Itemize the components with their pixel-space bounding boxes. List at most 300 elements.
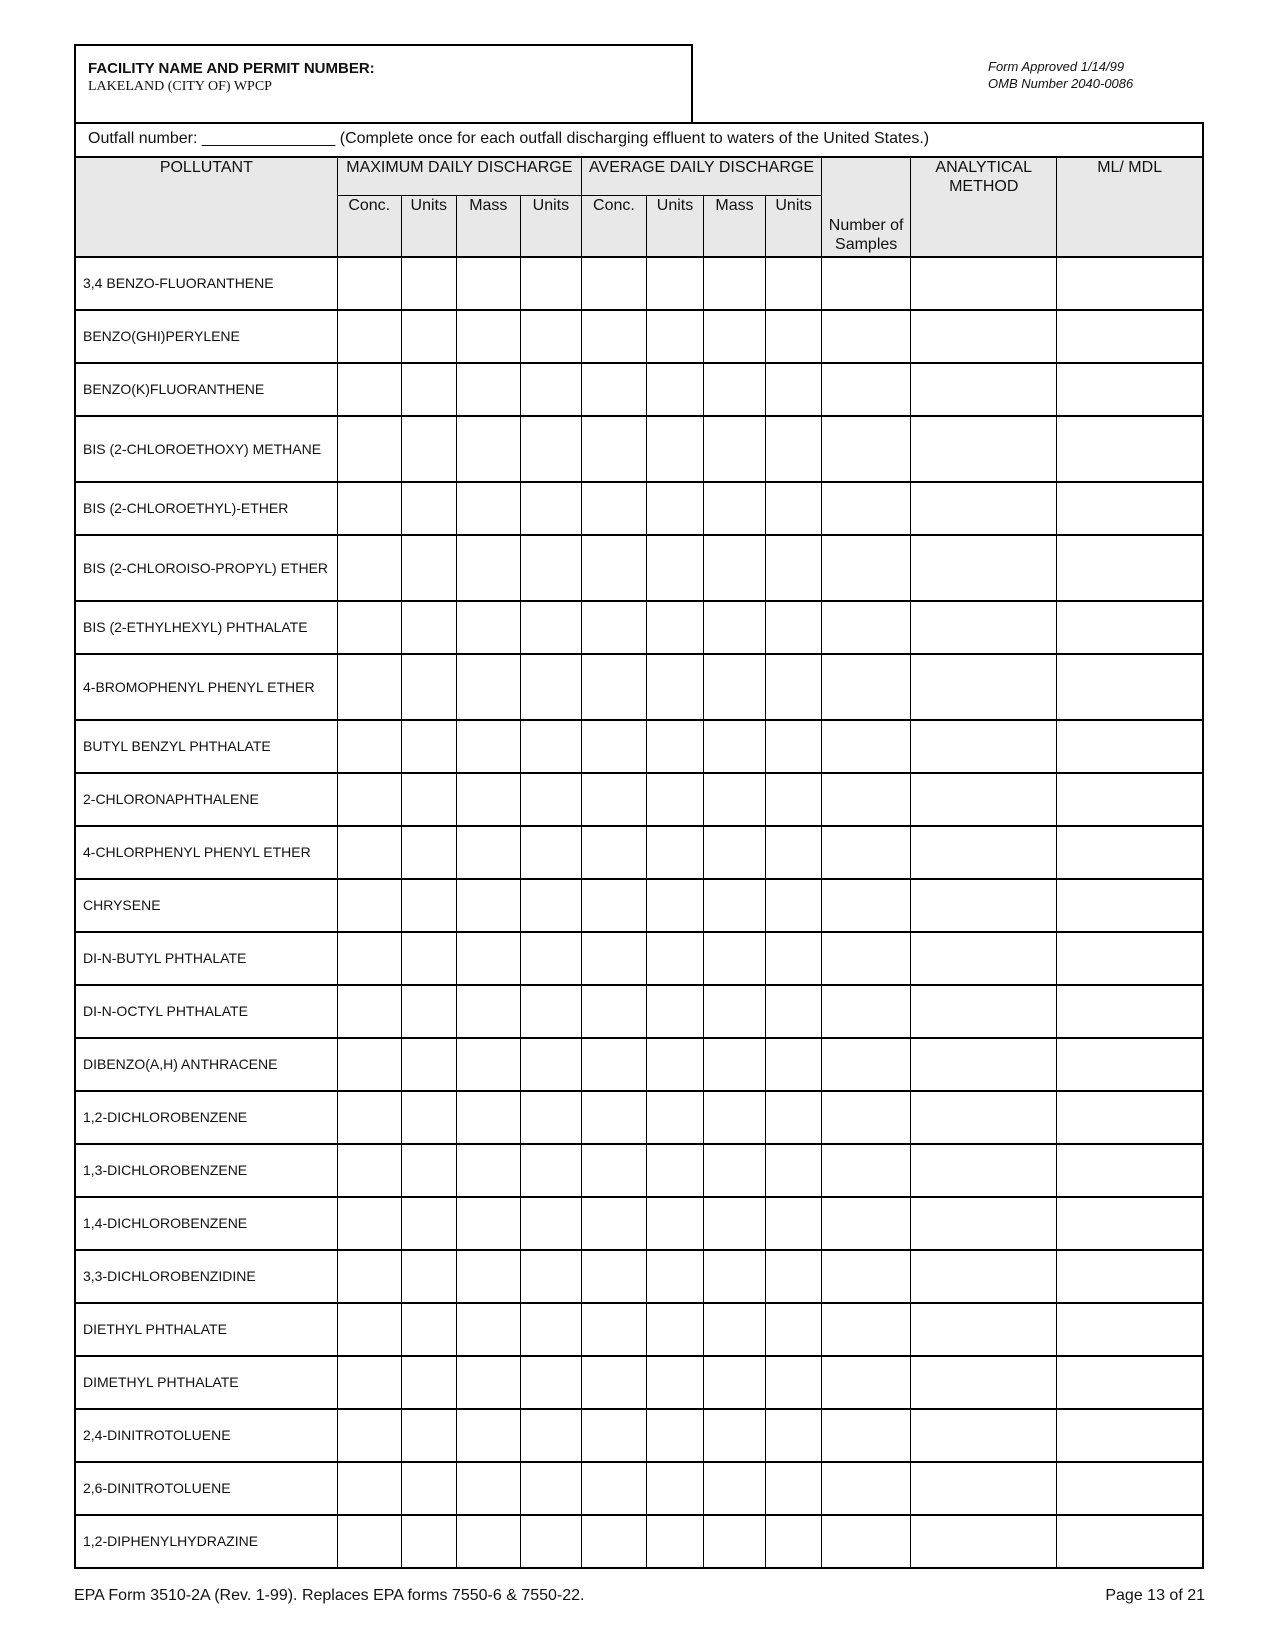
- max-conc-units-cell[interactable]: [401, 257, 456, 310]
- avg-mass-units-cell[interactable]: [766, 1409, 822, 1462]
- avg-mass-units-cell[interactable]: [766, 1250, 822, 1303]
- table-row: [75, 1303, 1203, 1356]
- ml-mdl-cell[interactable]: [1057, 535, 1203, 601]
- analytical-method-cell[interactable]: [911, 1091, 1057, 1144]
- max-conc-cell[interactable]: [337, 932, 401, 985]
- max-conc-cell[interactable]: [337, 310, 401, 363]
- pollutant-table: [74, 156, 1204, 1569]
- analytical-method-cell[interactable]: [911, 1462, 1057, 1515]
- facility-box: [74, 44, 693, 122]
- avg-mass-cell[interactable]: [704, 310, 766, 363]
- max-mass-cell[interactable]: [456, 1409, 520, 1462]
- avg-conc-units-cell[interactable]: [646, 1356, 703, 1409]
- avg-conc-cell[interactable]: [581, 1303, 646, 1356]
- avg-conc-cell[interactable]: [581, 601, 646, 654]
- avg-conc-cell[interactable]: [581, 535, 646, 601]
- max-conc-units-cell[interactable]: [401, 720, 456, 773]
- max-conc-cell[interactable]: [337, 1409, 401, 1462]
- max-mass-cell[interactable]: [456, 1303, 520, 1356]
- table-row: [75, 1356, 1203, 1409]
- pollutant-name: DIBENZO(A,H) ANTHRACENE: [75, 1038, 337, 1091]
- avg-mass-units-cell[interactable]: [766, 1144, 822, 1197]
- max-mass-cell[interactable]: [456, 1038, 520, 1091]
- pollutant-name: 3,4 BENZO-FLUORANTHENE: [75, 257, 337, 310]
- max-mass-units-cell[interactable]: [520, 416, 581, 482]
- max-conc-units-cell[interactable]: [401, 535, 456, 601]
- number-of-samples-cell[interactable]: [822, 1356, 911, 1409]
- max-conc-cell[interactable]: [337, 1462, 401, 1515]
- max-conc-units-cell[interactable]: [401, 310, 456, 363]
- ml-mdl-cell[interactable]: [1057, 654, 1203, 720]
- max-mass-cell[interactable]: [456, 416, 520, 482]
- avg-conc-units-cell[interactable]: [646, 535, 703, 601]
- max-mass-cell[interactable]: [456, 985, 520, 1038]
- max-mass-cell[interactable]: [456, 720, 520, 773]
- avg-mass-cell[interactable]: [704, 720, 766, 773]
- max-conc-units-cell[interactable]: [401, 1038, 456, 1091]
- number-of-samples-cell[interactable]: [822, 773, 911, 826]
- max-mass-units-cell[interactable]: [520, 1144, 581, 1197]
- avg-conc-cell[interactable]: [581, 363, 646, 416]
- max-mass-units-cell[interactable]: [520, 482, 581, 535]
- avg-mass-cell[interactable]: [704, 1356, 766, 1409]
- avg-conc-cell[interactable]: [581, 1250, 646, 1303]
- avg-conc-units-cell[interactable]: [646, 482, 703, 535]
- max-mass-units-cell[interactable]: [520, 363, 581, 416]
- avg-mass-units-cell[interactable]: [766, 1038, 822, 1091]
- avg-mass-units-cell[interactable]: [766, 535, 822, 601]
- max-mass-units-cell[interactable]: [520, 1462, 581, 1515]
- analytical-method-cell[interactable]: [911, 1409, 1057, 1462]
- number-of-samples-cell[interactable]: [822, 985, 911, 1038]
- avg-conc-cell[interactable]: [581, 257, 646, 310]
- ml-mdl-cell[interactable]: [1057, 932, 1203, 985]
- max-conc-cell[interactable]: [337, 1091, 401, 1144]
- table-row: [75, 932, 1203, 985]
- avg-mass-units-cell[interactable]: [766, 363, 822, 416]
- avg-conc-cell[interactable]: [581, 1515, 646, 1568]
- max-mass-units-cell[interactable]: [520, 985, 581, 1038]
- avg-mass-units-cell[interactable]: [766, 257, 822, 310]
- max-conc-units-cell[interactable]: [401, 1250, 456, 1303]
- pollutant-name: BIS (2-CHLOROISO-PROPYL) ETHER: [75, 535, 337, 601]
- max-mass-units-cell[interactable]: [520, 257, 581, 310]
- max-mass-cell[interactable]: [456, 879, 520, 932]
- max-conc-units-cell[interactable]: [401, 932, 456, 985]
- avg-conc-units-cell[interactable]: [646, 257, 703, 310]
- max-conc-cell[interactable]: [337, 1144, 401, 1197]
- number-of-samples-cell[interactable]: [822, 879, 911, 932]
- max-conc-cell[interactable]: [337, 773, 401, 826]
- ml-mdl-cell[interactable]: [1057, 879, 1203, 932]
- max-conc-units-cell[interactable]: [401, 1144, 456, 1197]
- max-conc-units-cell[interactable]: [401, 363, 456, 416]
- max-mass-units-cell[interactable]: [520, 1250, 581, 1303]
- ml-mdl-cell[interactable]: [1057, 720, 1203, 773]
- pollutant-name: DI-N-OCTYL PHTHALATE: [75, 985, 337, 1038]
- avg-mass-cell[interactable]: [704, 826, 766, 879]
- max-mass-units-cell[interactable]: [520, 1515, 581, 1568]
- table-row: [75, 1250, 1203, 1303]
- avg-mass-cell[interactable]: [704, 257, 766, 310]
- max-mass-cell[interactable]: [456, 535, 520, 601]
- avg-conc-cell[interactable]: [581, 773, 646, 826]
- max-conc-units-cell[interactable]: [401, 416, 456, 482]
- max-conc-cell[interactable]: [337, 416, 401, 482]
- avg-mass-units-cell[interactable]: [766, 310, 822, 363]
- max-mass-units-cell[interactable]: [520, 1091, 581, 1144]
- avg-conc-units-cell[interactable]: [646, 985, 703, 1038]
- avg-conc-units-cell[interactable]: [646, 1515, 703, 1568]
- max-mass-cell[interactable]: [456, 1462, 520, 1515]
- avg-mass-cell[interactable]: [704, 601, 766, 654]
- max-mass-units-cell[interactable]: [520, 1356, 581, 1409]
- omb-number: OMB Number 2040-0086: [988, 76, 1134, 91]
- number-of-samples-cell[interactable]: [822, 257, 911, 310]
- max-conc-cell[interactable]: [337, 257, 401, 310]
- max-mass-cell[interactable]: [456, 654, 520, 720]
- avg-conc-cell[interactable]: [581, 654, 646, 720]
- avg-conc-units-cell[interactable]: [646, 654, 703, 720]
- analytical-method-cell[interactable]: [911, 1197, 1057, 1250]
- avg-mass-cell[interactable]: [704, 879, 766, 932]
- max-mass-cell[interactable]: [456, 363, 520, 416]
- avg-conc-cell[interactable]: [581, 1462, 646, 1515]
- max-conc-cell[interactable]: [337, 1250, 401, 1303]
- avg-conc-units-cell[interactable]: [646, 932, 703, 985]
- max-mass-cell[interactable]: [456, 1515, 520, 1568]
- pollutant-header: POLLUTANT: [75, 157, 337, 257]
- ml-mdl-cell[interactable]: [1057, 1144, 1203, 1197]
- number-of-samples-cell[interactable]: [822, 654, 911, 720]
- avg-conc-cell[interactable]: [581, 879, 646, 932]
- ml-mdl-cell[interactable]: [1057, 985, 1203, 1038]
- avg-conc-cell[interactable]: [581, 1144, 646, 1197]
- avg-mass-cell[interactable]: [704, 1091, 766, 1144]
- ml-mdl-cell[interactable]: [1057, 1038, 1203, 1091]
- number-of-samples-cell[interactable]: [822, 482, 911, 535]
- avg-conc-cell[interactable]: [581, 826, 646, 879]
- max-mass-units-cell[interactable]: [520, 773, 581, 826]
- avg-conc-units-cell[interactable]: [646, 1303, 703, 1356]
- max-mass-units-cell[interactable]: [520, 654, 581, 720]
- analytical-method-cell[interactable]: [911, 601, 1057, 654]
- max-conc-units-cell[interactable]: [401, 482, 456, 535]
- ml-mdl-cell[interactable]: [1057, 416, 1203, 482]
- avg-conc-cell[interactable]: [581, 482, 646, 535]
- number-of-samples-cell[interactable]: [822, 416, 911, 482]
- max-mass-cell[interactable]: [456, 1197, 520, 1250]
- max-conc-cell[interactable]: [337, 1197, 401, 1250]
- avg-mass-header: Mass: [704, 195, 766, 257]
- avg-conc-cell[interactable]: [581, 416, 646, 482]
- avg-conc-cell[interactable]: [581, 1197, 646, 1250]
- max-mass-cell[interactable]: [456, 773, 520, 826]
- avg-mass-cell[interactable]: [704, 416, 766, 482]
- ml-mdl-cell[interactable]: [1057, 257, 1203, 310]
- avg-mass-cell[interactable]: [704, 1303, 766, 1356]
- max-conc-units-cell[interactable]: [401, 1409, 456, 1462]
- max-conc-cell[interactable]: [337, 1303, 401, 1356]
- avg-conc-units-cell[interactable]: [646, 720, 703, 773]
- max-mass-cell[interactable]: [456, 932, 520, 985]
- number-of-samples-cell[interactable]: [822, 1038, 911, 1091]
- max-conc-units-cell[interactable]: [401, 1356, 456, 1409]
- pollutant-name: DIMETHYL PHTHALATE: [75, 1356, 337, 1409]
- max-conc-cell[interactable]: [337, 879, 401, 932]
- avg-conc-units-cell[interactable]: [646, 1091, 703, 1144]
- pollutant-name: CHRYSENE: [75, 879, 337, 932]
- pollutant-name: 2-CHLORONAPHTHALENE: [75, 773, 337, 826]
- max-conc-cell[interactable]: [337, 654, 401, 720]
- avg-mass-units-cell[interactable]: [766, 654, 822, 720]
- max-mass-units-cell[interactable]: [520, 535, 581, 601]
- max-conc-units-cell[interactable]: [401, 1515, 456, 1568]
- max-mass-cell[interactable]: [456, 826, 520, 879]
- max-conc-units-cell[interactable]: [401, 601, 456, 654]
- max-mass-cell[interactable]: [456, 310, 520, 363]
- ml-mdl-cell[interactable]: [1057, 482, 1203, 535]
- max-mass-cell[interactable]: [456, 1091, 520, 1144]
- max-mass-units-cell[interactable]: [520, 310, 581, 363]
- avg-mass-cell[interactable]: [704, 654, 766, 720]
- avg-mass-units-cell[interactable]: [766, 1515, 822, 1568]
- max-mass-units-header: Units: [520, 195, 581, 257]
- number-of-samples-cell[interactable]: [822, 1144, 911, 1197]
- max-conc-cell[interactable]: [337, 601, 401, 654]
- avg-conc-cell[interactable]: [581, 720, 646, 773]
- avg-mass-units-cell[interactable]: [766, 985, 822, 1038]
- ml-mdl-cell[interactable]: [1057, 1356, 1203, 1409]
- avg-mass-cell[interactable]: [704, 1462, 766, 1515]
- analytical-method-cell[interactable]: [911, 826, 1057, 879]
- analytical-method-cell[interactable]: [911, 932, 1057, 985]
- ml-mdl-cell[interactable]: [1057, 1409, 1203, 1462]
- avg-conc-units-cell[interactable]: [646, 601, 703, 654]
- max-conc-cell[interactable]: [337, 363, 401, 416]
- analytical-method-cell[interactable]: [911, 985, 1057, 1038]
- outfall-number-row: Outfall number: _______________ (Complete once for each outfall discharging effluent to waters of the United States.): [74, 122, 1204, 156]
- table-row: [75, 1515, 1203, 1568]
- max-mass-cell[interactable]: [456, 1356, 520, 1409]
- max-mass-cell[interactable]: [456, 482, 520, 535]
- avg-mass-units-cell[interactable]: [766, 1462, 822, 1515]
- avg-mass-cell[interactable]: [704, 1250, 766, 1303]
- max-mass-units-cell[interactable]: [520, 1303, 581, 1356]
- ml-mdl-cell[interactable]: [1057, 773, 1203, 826]
- form-approval-block: [988, 58, 1133, 92]
- analytical-method-cell[interactable]: [911, 1250, 1057, 1303]
- analytical-method-cell[interactable]: [911, 310, 1057, 363]
- avg-conc-units-cell[interactable]: [646, 1038, 703, 1091]
- max-conc-units-cell[interactable]: [401, 654, 456, 720]
- avg-conc-units-cell[interactable]: [646, 416, 703, 482]
- ml-mdl-cell[interactable]: [1057, 826, 1203, 879]
- avg-mass-cell[interactable]: [704, 482, 766, 535]
- number-of-samples-cell[interactable]: [822, 1462, 911, 1515]
- max-mass-units-cell[interactable]: [520, 1197, 581, 1250]
- ml-mdl-cell[interactable]: [1057, 363, 1203, 416]
- analytical-method-cell[interactable]: [911, 1356, 1057, 1409]
- analytical-method-cell[interactable]: [911, 1303, 1057, 1356]
- analytical-method-cell[interactable]: [911, 654, 1057, 720]
- footer-form-id: EPA Form 3510-2A (Rev. 1-99). Replaces EPA forms 7550-6 & 7550-22.: [74, 1587, 585, 1604]
- analytical-method-cell[interactable]: [911, 879, 1057, 932]
- number-of-samples-cell[interactable]: [822, 1091, 911, 1144]
- max-conc-cell[interactable]: [337, 535, 401, 601]
- number-of-samples-cell[interactable]: [822, 1409, 911, 1462]
- avg-mass-units-cell[interactable]: [766, 773, 822, 826]
- table-row: [75, 257, 1203, 310]
- number-of-samples-cell[interactable]: [822, 535, 911, 601]
- max-mass-cell[interactable]: [456, 601, 520, 654]
- max-conc-units-cell[interactable]: [401, 1462, 456, 1515]
- pollutant-name: BIS (2-ETHYLHEXYL) PHTHALATE: [75, 601, 337, 654]
- number-of-samples-cell[interactable]: [822, 826, 911, 879]
- ml-mdl-cell[interactable]: [1057, 1250, 1203, 1303]
- number-of-samples-cell[interactable]: [822, 601, 911, 654]
- analytical-method-cell[interactable]: [911, 1144, 1057, 1197]
- avg-conc-cell[interactable]: [581, 1091, 646, 1144]
- ml-mdl-cell[interactable]: [1057, 1303, 1203, 1356]
- avg-mass-cell[interactable]: [704, 1144, 766, 1197]
- avg-mass-units-cell[interactable]: [766, 720, 822, 773]
- pollutant-name: DIETHYL PHTHALATE: [75, 1303, 337, 1356]
- analytical-method-cell[interactable]: [911, 482, 1057, 535]
- avg-conc-units-cell[interactable]: [646, 879, 703, 932]
- ml-mdl-cell[interactable]: [1057, 1462, 1203, 1515]
- number-of-samples-cell[interactable]: [822, 363, 911, 416]
- max-mass-units-cell[interactable]: [520, 826, 581, 879]
- avg-mass-units-cell[interactable]: [766, 482, 822, 535]
- max-mass-units-cell[interactable]: [520, 720, 581, 773]
- analytical-method-cell[interactable]: [911, 363, 1057, 416]
- avg-conc-units-cell[interactable]: [646, 310, 703, 363]
- max-mass-units-cell[interactable]: [520, 1409, 581, 1462]
- avg-conc-cell[interactable]: [581, 1356, 646, 1409]
- avg-mass-cell[interactable]: [704, 1409, 766, 1462]
- avg-mass-cell[interactable]: [704, 363, 766, 416]
- ml-mdl-cell[interactable]: [1057, 1515, 1203, 1568]
- avg-mass-units-cell[interactable]: [766, 416, 822, 482]
- ml-mdl-cell[interactable]: [1057, 1091, 1203, 1144]
- avg-conc-cell[interactable]: [581, 1038, 646, 1091]
- avg-mass-units-cell[interactable]: [766, 879, 822, 932]
- analytical-method-cell[interactable]: [911, 773, 1057, 826]
- analytical-method-cell[interactable]: [911, 1038, 1057, 1091]
- avg-mass-units-cell[interactable]: [766, 1197, 822, 1250]
- table-row: [75, 482, 1203, 535]
- analytical-method-cell[interactable]: [911, 1515, 1057, 1568]
- number-of-samples-cell[interactable]: [822, 932, 911, 985]
- max-conc-cell[interactable]: [337, 482, 401, 535]
- max-conc-cell[interactable]: [337, 1356, 401, 1409]
- analytical-method-cell[interactable]: [911, 257, 1057, 310]
- avg-mass-units-cell[interactable]: [766, 601, 822, 654]
- analytical-method-cell[interactable]: [911, 416, 1057, 482]
- avg-mass-units-cell[interactable]: [766, 1091, 822, 1144]
- avg-conc-units-cell[interactable]: [646, 363, 703, 416]
- avg-conc-cell[interactable]: [581, 1409, 646, 1462]
- max-conc-cell[interactable]: [337, 826, 401, 879]
- number-of-samples-cell[interactable]: [822, 310, 911, 363]
- max-mass-units-cell[interactable]: [520, 932, 581, 985]
- avg-conc-cell[interactable]: [581, 985, 646, 1038]
- max-conc-units-cell[interactable]: [401, 985, 456, 1038]
- analytical-method-cell[interactable]: [911, 535, 1057, 601]
- max-conc-units-cell[interactable]: [401, 773, 456, 826]
- avg-conc-units-cell[interactable]: [646, 826, 703, 879]
- number-of-samples-cell[interactable]: [822, 1515, 911, 1568]
- avg-conc-units-cell[interactable]: [646, 1462, 703, 1515]
- number-of-samples-cell[interactable]: [822, 1250, 911, 1303]
- avg-conc-cell[interactable]: [581, 310, 646, 363]
- table-row: [75, 654, 1203, 720]
- avg-mass-units-cell[interactable]: [766, 826, 822, 879]
- number-of-samples-cell[interactable]: [822, 1197, 911, 1250]
- pollutant-name: BENZO(GHI)PERYLENE: [75, 310, 337, 363]
- avg-mass-cell[interactable]: [704, 1515, 766, 1568]
- max-conc-units-cell[interactable]: [401, 879, 456, 932]
- avg-mass-units-header: Units: [766, 195, 822, 257]
- pollutant-name: 4-BROMOPHENYL PHENYL ETHER: [75, 654, 337, 720]
- max-mass-cell[interactable]: [456, 257, 520, 310]
- avg-mass-units-cell[interactable]: [766, 1303, 822, 1356]
- table-row: [75, 1091, 1203, 1144]
- ml-mdl-header: ML/ MDL: [1057, 157, 1203, 257]
- avg-mass-units-cell[interactable]: [766, 932, 822, 985]
- avg-conc-cell[interactable]: [581, 932, 646, 985]
- number-of-samples-cell[interactable]: [822, 720, 911, 773]
- avg-mass-cell[interactable]: [704, 932, 766, 985]
- pollutant-name: 1,2-DICHLOROBENZENE: [75, 1091, 337, 1144]
- ml-mdl-cell[interactable]: [1057, 310, 1203, 363]
- avg-mass-units-cell[interactable]: [766, 1356, 822, 1409]
- max-conc-cell[interactable]: [337, 1038, 401, 1091]
- max-conc-cell[interactable]: [337, 720, 401, 773]
- avg-mass-cell[interactable]: [704, 773, 766, 826]
- ml-mdl-cell[interactable]: [1057, 1197, 1203, 1250]
- max-conc-units-cell[interactable]: [401, 826, 456, 879]
- table-row: [75, 363, 1203, 416]
- max-conc-units-cell[interactable]: [401, 1091, 456, 1144]
- table-row: [75, 1197, 1203, 1250]
- max-mass-cell[interactable]: [456, 1144, 520, 1197]
- avg-daily-discharge-header: AVERAGE DAILY DISCHARGE: [581, 157, 821, 195]
- ml-mdl-cell[interactable]: [1057, 601, 1203, 654]
- analytical-method-cell[interactable]: [911, 720, 1057, 773]
- max-conc-cell[interactable]: [337, 1515, 401, 1568]
- number-of-samples-cell[interactable]: [822, 1303, 911, 1356]
- avg-conc-units-cell[interactable]: [646, 1144, 703, 1197]
- avg-conc-units-cell[interactable]: [646, 773, 703, 826]
- max-mass-units-cell[interactable]: [520, 879, 581, 932]
- max-conc-cell[interactable]: [337, 985, 401, 1038]
- max-mass-units-cell[interactable]: [520, 1038, 581, 1091]
- avg-mass-cell[interactable]: [704, 985, 766, 1038]
- max-conc-units-cell[interactable]: [401, 1197, 456, 1250]
- avg-conc-units-cell[interactable]: [646, 1409, 703, 1462]
- avg-conc-units-cell[interactable]: [646, 1197, 703, 1250]
- max-mass-units-cell[interactable]: [520, 601, 581, 654]
- avg-mass-cell[interactable]: [704, 1197, 766, 1250]
- footer-page-number: Page 13 of 21: [1105, 1587, 1205, 1604]
- max-mass-cell[interactable]: [456, 1250, 520, 1303]
- avg-mass-cell[interactable]: [704, 535, 766, 601]
- avg-mass-cell[interactable]: [704, 1038, 766, 1091]
- avg-conc-units-cell[interactable]: [646, 1250, 703, 1303]
- max-conc-units-cell[interactable]: [401, 1303, 456, 1356]
